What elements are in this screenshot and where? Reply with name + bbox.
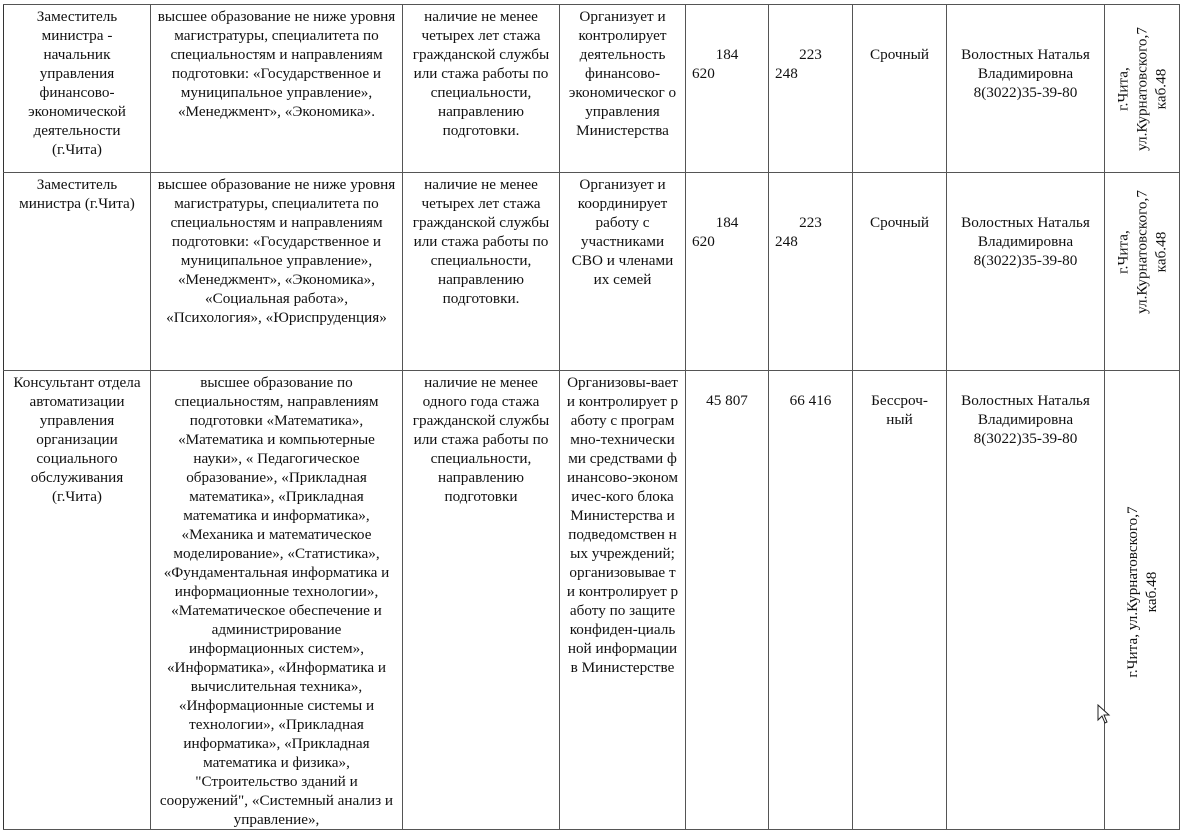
contact-phone: 8(3022)35-39-80	[973, 252, 1078, 269]
salary-max-cell: 66 416	[769, 371, 853, 830]
table-row	[4, 371, 1180, 830]
table-row	[4, 5, 1180, 173]
address-line: г.Чита,	[1114, 229, 1132, 274]
contract-type-cell: Бессроч-ный	[853, 371, 947, 830]
salary-min-part1: 184	[715, 214, 739, 231]
address-line: г.Чита, ул.Курнатовского,7	[1124, 506, 1141, 678]
salary-min-part1: 184	[715, 46, 739, 63]
contact-name: Волостных Наталья Владимировна	[961, 214, 1090, 250]
address-line: каб.48	[1152, 68, 1170, 109]
mouse-cursor-icon	[1097, 704, 1111, 724]
address-line: каб.48	[1152, 231, 1170, 272]
contact-phone: 8(3022)35-39-80	[973, 430, 1078, 447]
duties-cell: Организовы-вает и контролирует работу с программно-техническими средствами финансово-экономичес-кого блока Министерства и подведомствен ных учреждений; организовывае т и контролирует работу по защите конфиден-циальной информации в Министерстве	[560, 371, 686, 830]
contact-cell	[947, 371, 1105, 830]
experience-cell: наличие не менее одного года стажа гражданской службы или стажа работы по специальности, направлению подготовки	[403, 371, 560, 830]
education-cell: высшее образование не ниже уровня магистратуры, специалитета по специальностям и направлениям подготовки: «Государственное и муниципальное управление», «Менеджмент», «Экономика», «Социальная работа», «Психология», «Юриспруденция»	[151, 173, 403, 371]
contract-type-cell: Срочный	[853, 5, 947, 173]
address-cell	[1105, 5, 1180, 173]
position-cell: Консультант отдела автоматизации управления организации социального обслуживания (г.Чита)	[4, 371, 151, 830]
salary-min-cell	[686, 173, 769, 371]
contract-type-cell: Срочный	[853, 173, 947, 371]
address-line: ул.Курнатовского,7	[1133, 189, 1151, 314]
duties-cell: Организует и координирует работу с участниками СВО и членами их семей	[560, 173, 686, 371]
salary-max-cell	[769, 173, 853, 371]
position-cell: Заместитель министра (г.Чита)	[4, 173, 151, 371]
salary-min-part2: 620	[692, 233, 715, 250]
vacancies-table	[3, 4, 1180, 830]
salary-max-part2: 248	[775, 65, 798, 82]
address-cell	[1105, 173, 1180, 371]
position-cell: Заместитель министра - начальник управления финансово-экономической деятельности (г.Чита)	[4, 5, 151, 173]
contact-cell	[947, 173, 1105, 371]
table-row	[4, 173, 1180, 371]
contact-phone: 8(3022)35-39-80	[973, 84, 1078, 101]
salary-max-part1: 223	[799, 46, 822, 63]
salary-min-cell	[686, 5, 769, 173]
duties-cell: Организует и контролирует деятельность финансово-экономическог о управления Министерства	[560, 5, 686, 173]
experience-cell: наличие не менее четырех лет стажа гражданской службы или стажа работы по специальности, направлению подготовки.	[403, 5, 560, 173]
salary-min-part2: 620	[692, 65, 715, 82]
salary-max-part1: 223	[799, 214, 822, 231]
contact-name: Волостных Наталья Владимировна	[961, 46, 1090, 82]
address-line: ул.Курнатовского,7	[1133, 26, 1151, 151]
contact-cell	[947, 5, 1105, 173]
address-line: каб.48	[1143, 571, 1160, 613]
salary-min-cell: 45 807	[686, 371, 769, 830]
contact-name: Волостных Наталья Владимировна	[961, 392, 1090, 428]
education-cell: высшее образование не ниже уровня магистратуры, специалитета по специальностям и направлениям подготовки: «Государственное и муниципальное управление», «Менеджмент», «Экономика».	[151, 5, 403, 173]
address-line: г.Чита,	[1114, 66, 1132, 111]
salary-max-part2: 248	[775, 233, 798, 250]
address-cell	[1105, 371, 1180, 830]
salary-max-cell	[769, 5, 853, 173]
education-cell: высшее образование по специальностям, направлениям подготовки «Математика», «Математика и компьютерные науки», « Педагогическое образование», «Прикладная математика», «Прикладная математика и информатика», «Механика и математическое моделирование», «Статистика», «Фундаментальная информатика и информационные технологии», «Математическое обеспечение и администрирование информационных систем», «Информатика», «Информатика и вычислительная техника», «Информационные системы и технологии», «Прикладная информатика», «Прикладная математика и физика», "Строительство зданий и сооружений", «Системный анализ и управление»,	[151, 371, 403, 830]
experience-cell: наличие не менее четырех лет стажа гражданской службы или стажа работы по специальности, направлению подготовки.	[403, 173, 560, 371]
